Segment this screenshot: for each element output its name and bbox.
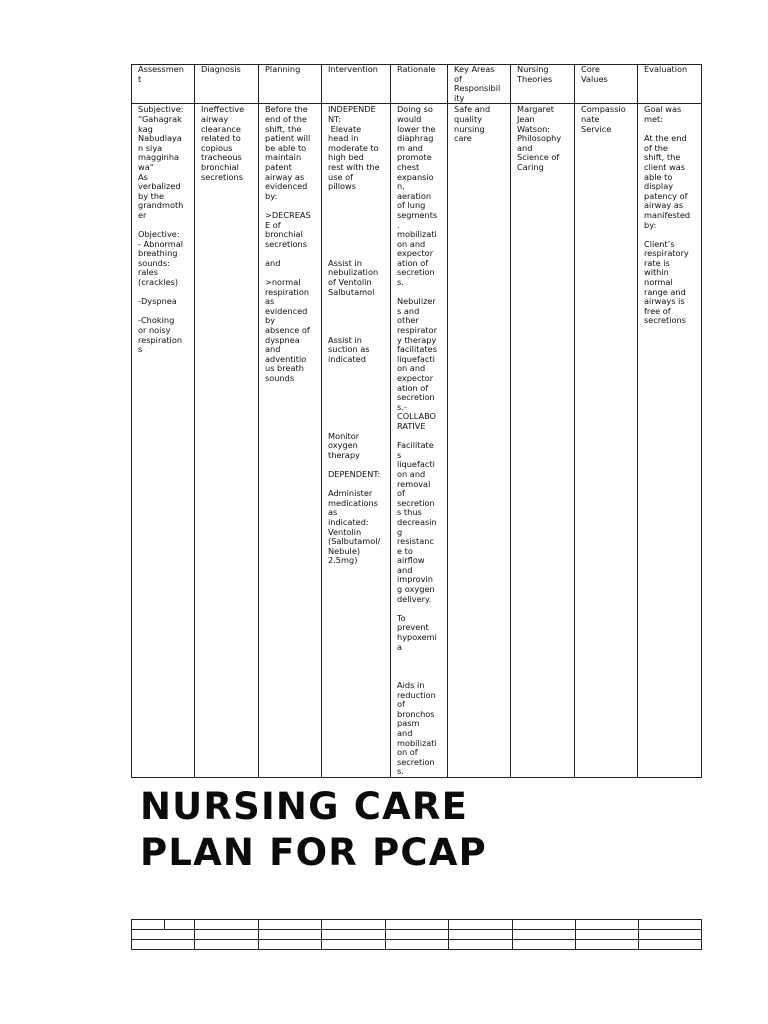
table-row: [132, 920, 702, 930]
text-line: secretion: [397, 497, 435, 508]
text-line: liquefacti: [397, 459, 435, 470]
table-cell: [195, 930, 259, 940]
text-line: liquefacti: [397, 353, 435, 364]
text-line: expector: [397, 248, 434, 259]
table-row: [132, 930, 702, 940]
text-line: Client’s: [644, 238, 675, 249]
table-cell: [259, 940, 322, 950]
text-line: Doing so: [397, 104, 433, 115]
text-line: breathing: [138, 248, 178, 259]
text-line: [397, 662, 447, 672]
text-line: patient will: [265, 133, 311, 144]
text-line: nursing: [454, 123, 485, 134]
text-line: rate is: [644, 257, 670, 268]
cell-diagnosis: [195, 104, 259, 778]
text-line: patent: [265, 161, 292, 172]
table-cell: [576, 940, 639, 950]
text-line: of the: [644, 142, 668, 153]
text-line: and: [265, 257, 281, 268]
text-line: [328, 384, 390, 394]
cell-evaluation: [638, 104, 702, 778]
text-line: [328, 211, 390, 221]
text-line: improvin: [397, 574, 433, 585]
text-line: verbalized: [138, 181, 181, 192]
text-line: or noisy: [138, 325, 171, 336]
table-cell: [513, 940, 576, 950]
text-line: airway as: [644, 200, 684, 211]
text-line: resistanc: [397, 536, 434, 547]
text-line: and: [397, 564, 413, 575]
text-line: n,: [397, 181, 405, 192]
text-line: Nebulizer: [397, 296, 436, 307]
text-line: tracheous: [201, 152, 242, 163]
header-core-values: [575, 65, 638, 104]
table-cell: [513, 930, 576, 940]
text-line: INDEPENDE: [328, 104, 376, 115]
text-line: evidenced: [265, 305, 308, 316]
text-line: sounds:: [138, 257, 170, 268]
text-line: sounds: [265, 373, 295, 383]
text-line: nate: [581, 113, 600, 124]
table-cell: [639, 930, 702, 940]
text-line: [328, 364, 390, 374]
text-line: airway: [201, 113, 229, 124]
text-line: Jean: [517, 113, 535, 124]
text-line: evidenced: [265, 181, 308, 192]
text-line: respiration: [138, 334, 183, 345]
table-cell: [132, 920, 165, 930]
text-line: manifested: [644, 209, 691, 220]
text-line: on and: [397, 363, 426, 374]
text-line: secretions: [644, 315, 686, 326]
text-line: display: [644, 181, 674, 192]
text-line: [328, 393, 390, 403]
header-key-areas: [448, 65, 511, 104]
text-line: airflow: [397, 555, 425, 566]
text-line: shift, the: [644, 152, 681, 163]
cell-assessment: [132, 104, 195, 778]
header-planning: Planning: [259, 65, 322, 104]
text-line: Assessmen: [138, 64, 184, 74]
text-line: rales: [138, 267, 158, 278]
text-line: maintain: [265, 152, 302, 163]
text-line: Aids in: [397, 680, 425, 690]
text-line: bronchos: [397, 708, 435, 719]
text-line: quality: [454, 113, 483, 124]
text-line: promote: [397, 152, 432, 163]
text-line: Administer: [328, 488, 373, 499]
text-line: normal: [644, 277, 673, 288]
text-line: [328, 240, 390, 250]
text-line: bronchial: [201, 161, 239, 172]
text-line: n siya: [138, 142, 163, 153]
text-line: Responsibil: [454, 83, 501, 94]
text-line: [328, 201, 390, 211]
text-line: suction as: [328, 344, 370, 355]
text-line: Theories: [517, 73, 553, 84]
text-line: (Salbutamol/: [328, 536, 381, 547]
text-line: on and: [397, 238, 426, 249]
text-line: of lung: [397, 200, 426, 211]
table-cell: [386, 920, 449, 930]
text-line: respiration: [265, 286, 310, 297]
table-row: [132, 104, 702, 778]
text-line: To: [397, 612, 406, 623]
text-line: secretions: [201, 171, 243, 182]
text-line: reduction: [397, 689, 436, 700]
text-line: therapy: [328, 449, 360, 460]
text-line: diaphrag: [397, 133, 434, 144]
text-line: secretion: [397, 267, 435, 278]
text-line: “Gahagrak: [138, 113, 182, 124]
table-cell: [322, 940, 386, 950]
text-line: Salbutamol: [328, 286, 375, 297]
text-line: rest with the: [328, 161, 380, 172]
text-line: client was: [644, 161, 686, 172]
text-line: [328, 403, 390, 413]
table-cell: [449, 930, 513, 940]
text-line: Before the: [265, 104, 308, 115]
cell-planning: [259, 104, 322, 778]
text-line: prevent: [397, 622, 429, 633]
text-line: by the: [138, 190, 165, 201]
text-line: as: [265, 296, 275, 307]
text-line: and: [265, 344, 281, 355]
text-line: e to: [397, 545, 413, 556]
text-line: Safe and: [454, 104, 491, 115]
text-line: pillows: [328, 181, 356, 192]
text-line: s: [397, 449, 402, 460]
text-line: -Dyspnea: [138, 296, 177, 307]
cell-nursing-theories: [511, 104, 575, 778]
text-line: Subjective:: [138, 104, 184, 115]
cell-core-values: [575, 104, 638, 778]
text-line: [328, 230, 390, 240]
text-line: Core: [581, 64, 600, 74]
text-line: Monitor: [328, 430, 360, 441]
text-line: magginha: [138, 152, 180, 163]
text-line: er: [138, 209, 147, 220]
header-rationale: Rationale: [391, 65, 448, 104]
cell-key-areas: [448, 104, 511, 778]
text-line: RATIVE: [397, 420, 426, 431]
text-line: Nursing: [517, 64, 549, 74]
text-line: .: [397, 219, 400, 230]
text-line: >DECREAS: [265, 209, 311, 220]
text-line: s.: [397, 766, 404, 777]
text-line: absence of: [265, 325, 310, 336]
text-line: of: [454, 73, 462, 84]
text-line: airway as: [265, 171, 305, 182]
table-cell: [386, 930, 449, 940]
table-header-row: [132, 65, 702, 104]
text-line: indicated: [328, 353, 366, 364]
text-line: Objective:: [138, 229, 180, 240]
text-line: us breath: [265, 363, 304, 374]
cell-rationale: [391, 104, 448, 778]
text-line: Assist in: [328, 257, 362, 268]
text-line: g oxygen: [397, 584, 435, 595]
text-line: s and: [397, 305, 420, 316]
text-line: Science of: [517, 152, 560, 163]
text-line: Ventolin: [328, 526, 362, 537]
text-line: 2.5mg): [328, 555, 358, 566]
text-line: related to: [201, 133, 241, 144]
header-evaluation: Evaluation: [638, 65, 702, 104]
text-line: [328, 192, 390, 202]
text-line: able to: [644, 171, 673, 182]
text-line: and: [397, 727, 413, 738]
text-line: airways is: [644, 296, 685, 307]
text-line: high bed: [328, 152, 364, 163]
header-intervention: Intervention: [322, 65, 391, 104]
text-line: bronchial: [265, 229, 303, 240]
text-line: facilitates: [397, 344, 437, 355]
table-cell: [639, 940, 702, 950]
table-cell: [195, 920, 259, 930]
text-line: s: [138, 344, 143, 355]
text-line: chest: [397, 161, 420, 172]
text-line: DEPENDENT:: [328, 468, 381, 479]
cell-intervention: [322, 104, 391, 778]
header-diagnosis: Diagnosis: [195, 65, 259, 104]
table-cell: [322, 920, 386, 930]
text-line: Assist in: [328, 334, 362, 345]
text-line: on of: [397, 747, 418, 758]
text-line: free of: [644, 305, 671, 316]
text-line: respiratory: [644, 248, 689, 259]
table-cell: [195, 940, 259, 950]
text-line: would: [397, 113, 422, 124]
text-line: s.-: [397, 401, 407, 412]
text-line: [328, 307, 390, 317]
text-line: At the end: [644, 133, 687, 144]
text-line: [328, 316, 390, 326]
text-line: as: [328, 507, 338, 518]
text-line: ation of: [397, 382, 429, 393]
table-cell: [639, 920, 702, 930]
text-line: of: [397, 488, 405, 499]
text-line: clearance: [201, 123, 241, 134]
text-line: indicated:: [328, 516, 369, 527]
text-line: m and: [397, 142, 423, 153]
text-line: secretion: [397, 392, 435, 403]
title-line: NURSING CARE: [140, 785, 469, 828]
text-line: Margaret: [517, 104, 554, 115]
text-line: head in: [328, 133, 359, 144]
text-line: end of the: [265, 113, 307, 124]
text-line: be able to: [265, 142, 307, 153]
title-line: PLAN FOR PCAP: [140, 831, 487, 874]
text-line: ation of: [397, 257, 429, 268]
text-line: Values: [581, 73, 608, 84]
text-line: E of: [265, 219, 281, 230]
text-line: mobilizati: [397, 229, 437, 240]
text-line: [328, 412, 390, 422]
text-line: on and: [397, 468, 426, 479]
table-cell: [386, 940, 449, 950]
table-cell: [259, 920, 322, 930]
text-line: Caring: [517, 161, 544, 172]
text-line: Nebule): [328, 545, 361, 556]
text-line: expector: [397, 373, 434, 383]
text-line: segments: [397, 209, 438, 220]
text-line: of Ventolin: [328, 277, 372, 288]
text-line: by:: [265, 190, 278, 201]
empty-table: [131, 919, 702, 950]
text-line: Philosophy: [517, 133, 562, 144]
text-line: Ineffective: [201, 104, 245, 115]
text-line: delivery.: [397, 593, 432, 604]
text-line: kag: [138, 123, 153, 134]
text-line: expansio: [397, 171, 434, 182]
text-line: patency of: [644, 190, 688, 201]
text-line: - Abnormal: [138, 238, 184, 249]
table-cell: [449, 920, 513, 930]
text-line: ity: [454, 92, 465, 103]
table-cell: [576, 920, 639, 930]
text-line: t: [138, 73, 142, 84]
text-line: aeration: [397, 190, 432, 201]
text-line: pasm: [397, 718, 420, 729]
text-line: moderate to: [328, 142, 379, 153]
text-line: (crackles): [138, 277, 179, 288]
text-line: y therapy: [397, 334, 437, 345]
table-cell: [322, 930, 386, 940]
text-line: removal: [397, 478, 431, 489]
text-line: respirator: [397, 325, 437, 336]
table-cell: [165, 920, 195, 930]
text-line: by: [265, 315, 276, 326]
text-line: [397, 652, 447, 662]
text-line: shift, the: [265, 123, 302, 134]
text-line: met:: [644, 113, 663, 124]
text-line: wa”: [138, 161, 154, 172]
text-line: adventitio: [265, 353, 307, 364]
page-title: [140, 784, 487, 876]
text-line: range and: [644, 286, 686, 297]
text-line: lower the: [397, 123, 436, 134]
text-line: -Choking: [138, 315, 175, 326]
text-line: by:: [644, 219, 657, 230]
text-line: COLLABO: [397, 411, 436, 422]
text-line: Service: [581, 123, 612, 134]
text-line: s thus: [397, 507, 422, 518]
text-line: Key Areas: [454, 64, 495, 74]
text-line: use of: [328, 171, 353, 182]
text-line: dyspnea: [265, 334, 300, 345]
text-line: medications: [328, 497, 378, 508]
text-line: mobilizati: [397, 737, 437, 748]
care-plan-table: [131, 64, 702, 778]
text-line: s.: [397, 277, 404, 288]
text-line: care: [454, 133, 472, 144]
text-line: Goal was: [644, 104, 682, 115]
table-cell: [449, 940, 513, 950]
table-cell: [132, 940, 195, 950]
text-line: oxygen: [328, 440, 358, 451]
text-line: As: [138, 171, 148, 182]
text-line: decreasin: [397, 516, 437, 527]
text-line: secretion: [397, 756, 435, 767]
text-line: Nabudlaya: [138, 133, 182, 144]
text-line: Compassio: [581, 104, 626, 115]
header-nursing-theories: [511, 65, 575, 104]
text-line: copious: [201, 142, 233, 153]
text-line: [328, 374, 390, 384]
text-line: Facilitate: [397, 440, 434, 451]
header-assessment: [132, 65, 195, 104]
table-row: [132, 940, 702, 950]
text-line: >normal: [265, 277, 301, 288]
text-line: within: [644, 267, 669, 278]
text-line: and: [517, 142, 533, 153]
table-cell: [576, 930, 639, 940]
text-line: grandmoth: [138, 200, 184, 211]
table-cell: [513, 920, 576, 930]
text-line: a: [397, 641, 403, 652]
text-line: secretions: [265, 238, 307, 249]
text-line: nebulization: [328, 267, 379, 278]
text-line: Watson:: [517, 123, 551, 134]
text-line: [328, 221, 390, 231]
text-line: Elevate: [328, 123, 362, 134]
text-line: g: [397, 526, 403, 537]
text-line: of: [397, 699, 405, 710]
table-cell: [259, 930, 322, 940]
text-line: [328, 297, 390, 307]
text-line: hypoxemi: [397, 632, 437, 643]
table-cell: [132, 930, 195, 940]
text-line: NT:: [328, 113, 341, 124]
text-line: other: [397, 315, 419, 326]
